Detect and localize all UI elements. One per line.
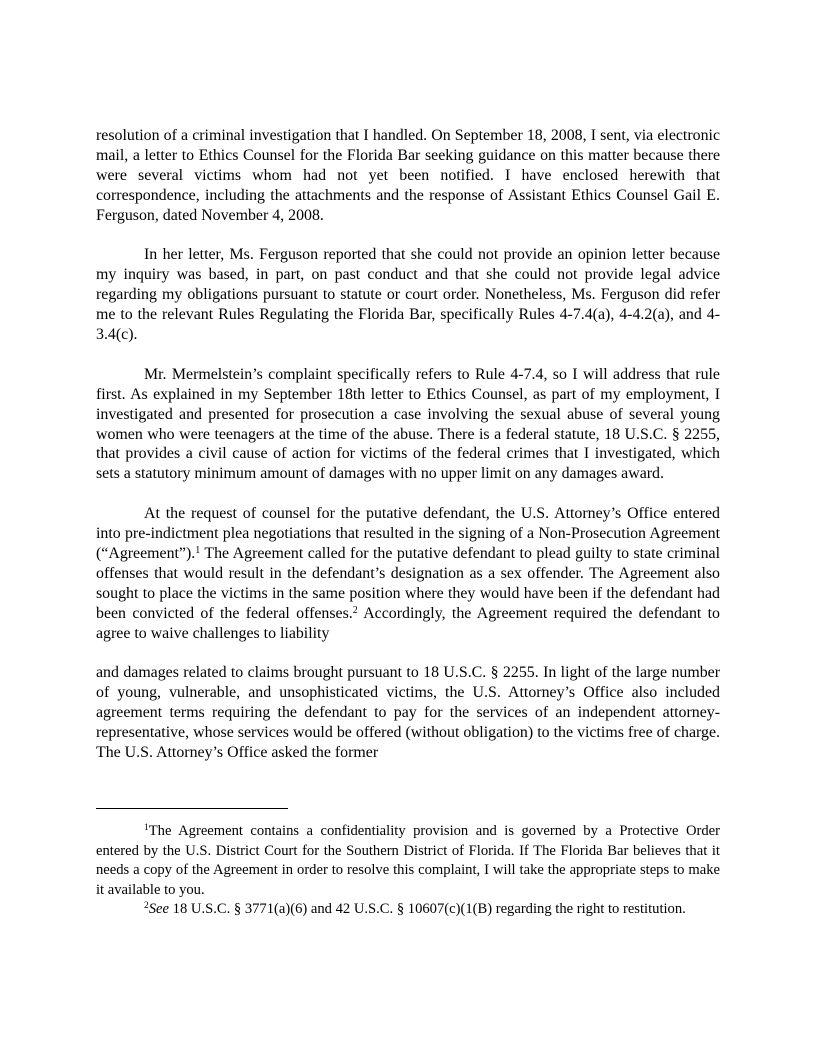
- paragraph-4: [96, 504, 720, 643]
- footnote-2-see: See: [148, 901, 170, 917]
- footnote-2-mark: 2: [144, 901, 149, 911]
- footnote-separator: [96, 808, 288, 809]
- paragraph-3: Mr. Mermelstein’s complaint specifically refers to Rule 4-7.4, so I will address that rule first. As explained in my September 18th letter to Ethics Counsel, as part of my employment, I investigated and presented for prosecution a case involving the sexual abuse of several young women who were teenagers at the time of the abuse. There is a federal statute, 18 U.S.C. § 2255, that provides a civil cause of action for victims of the federal crimes that I investigated, which sets a statutory minimum amount of damages with no upper limit on any damages award.: [96, 365, 720, 483]
- footnote-1: [96, 822, 720, 900]
- footnote-2-text: 18 U.S.C. § 3771(a)(6) and 42 U.S.C. § 10607(c)(1(B) regarding the right to restitution.: [169, 901, 686, 917]
- footnote-1-mark: 1: [144, 823, 149, 833]
- letter-body: [96, 126, 720, 763]
- footnote-1-text: The Agreement contains a confidentiality provision and is governed by a Protective Order entered by the U.S. District Court for the Southern District of Florida. If The Florida Bar believes that it needs a copy of the Agreement in order to resolve this complaint, I will take the appropriate steps to make it available to you.: [96, 823, 720, 898]
- footnote-ref-1: 1: [195, 544, 201, 556]
- footnote-2: [96, 900, 720, 920]
- paragraph-5: and damages related to claims brought pursuant to 18 U.S.C. § 2255. In light of the large number of young, vulnerable, and unsophisticated victims, the U.S. Attorney’s Office also included agreement terms requiring the defendant to pay for the services of an independent attorney-representative, whose services would be offered (without obligation) to the victims free of charge. The U.S. Attorney’s Office asked the former: [96, 664, 720, 762]
- paragraph-1: resolution of a criminal investigation that I handled. On September 18, 2008, I sent, via electronic mail, a letter to Ethics Counsel for the Florida Bar seeking guidance on this matter because there were several victims whom had not yet been notified. I have enclosed herewith that correspondence, including the attachments and the response of Assistant Ethics Counsel Gail E. Ferguson, dated November 4, 2008.: [96, 127, 720, 224]
- paragraph-4-text-3: Accordingly, the Agreement required the defendant to agree to waive challenges to liability: [96, 604, 720, 642]
- paragraph-4-text-1: At the request of counsel for the putative defendant, the U.S. Attorney’s Office entered into pre-indictment plea negotiations that resulted in the signing of a Non-Prosecution Agreement (“Agreement”).: [96, 505, 720, 562]
- paragraph-2: In her letter, Ms. Ferguson reported that she could not provide an opinion letter because my inquiry was based, in part, on past conduct and that she could not provide legal advice regarding my obligations pursuant to statute or court order. Nonetheless, Ms. Ferguson did refer me to the relevant Rules Regulating the Florida Bar, specifically Rules 4-7.4(a), 4-4.2(a), and 4-3.4(c).: [96, 246, 720, 344]
- paragraph-4-text-2: The Agreement called for the putative defendant to plead guilty to state criminal offenses that would result in the defendant’s designation as a sex offender. The Agreement also sought to place the victims in the same position where they would have been if the defendant had been convicted of the federal offenses.: [96, 544, 720, 622]
- footnote-ref-2: 2: [352, 604, 358, 616]
- footnotes: [96, 822, 720, 920]
